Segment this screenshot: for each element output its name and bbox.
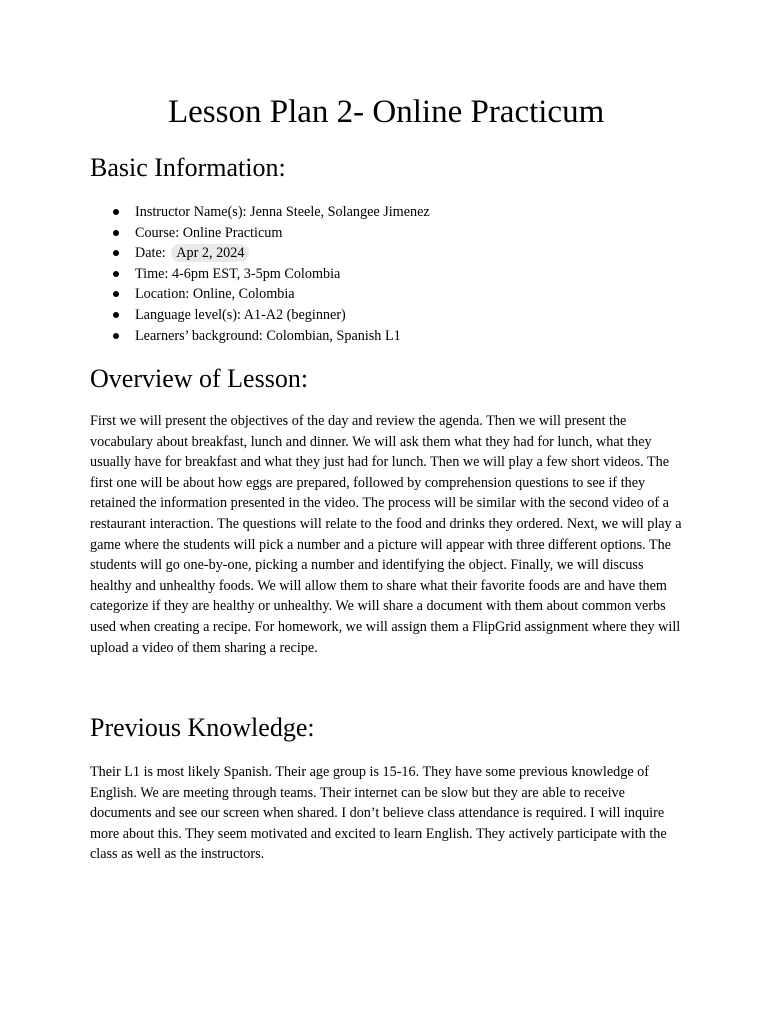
list-item-time [90,264,650,285]
overview-paragraph: First we will present the objectives of the day and review the agenda. Then we will present the vocabulary about breakfast, lunch and dinner. We will ask them what they had for lunch, what they usually have for breakfast and what they just had for lunch. Then we will play a few short videos. The first one will be about how eggs are prepared, followed by comprehension questions to see if they retained the information presented in the video. The process will be similar with the second video of a restaurant interaction. The questions will relate to the food and drinks they ordered. Next, we will play a game where the students will pick a number and a picture will appear with three different options. The students will go one-by-one, picking a number and identifying the object. Finally, we will discuss healthy and unhealthy foods. We will allow them to share what their favorite foods are and have them categorize if they are healthy or unhealthy. We will share a document with them about common verbs used when creating a recipe. For homework, we will assign them a FlipGrid assignment where they will upload a video of them sharing a recipe. [90,413,682,656]
instructor-label: Instructor Name(s): [135,204,247,220]
list-item-instructor [90,202,650,223]
time-label: Time: [135,265,169,282]
bullet-icon [113,209,119,215]
language-level-value: A1-A2 (beginner) [243,306,346,323]
course-value: Online Practicum [182,224,283,241]
time-value: 4-6pm EST, 3-5pm Colombia [171,265,341,282]
bullet-icon [113,291,119,297]
instructor-value: Jenna Steele, Solangee Jimenez [250,204,430,220]
background-label: Learners’ background: [135,327,263,344]
bullet-icon [113,271,119,277]
location-value: Online, Colombia [192,286,295,303]
previous-knowledge-heading: Previous Knowledge: [90,713,315,742]
list-item-background [90,326,650,347]
bullet-icon [113,333,119,339]
background-value: Colombian, Spanish L1 [266,327,401,344]
language-level-label: Language level(s): [135,306,241,323]
document-title: Lesson Plan 2- Online Practicum [168,94,605,130]
date-chip[interactable]: Apr 2, 2024 [171,244,249,262]
list-item-location [90,284,650,305]
basic-information-heading: Basic Information: [90,153,286,182]
bullet-icon [113,312,119,318]
date-label: Date: [135,245,166,262]
list-item-language-level [90,305,650,326]
bullet-icon [113,230,119,236]
overview-heading: Overview of Lesson: [90,364,309,393]
course-label: Course: [135,224,180,241]
location-label: Location: [135,286,190,303]
bullet-icon [113,250,119,256]
list-item-date [90,243,650,264]
basic-information-list [90,202,650,346]
list-item-course [90,223,650,244]
previous-knowledge-paragraph: Their L1 is most likely Spanish. Their age group is 15-16. They have some previous knowledge of English. We are meeting through teams. Their internet can be slow but they are able to receive documents and see our screen when shared. I don’t believe class attendance is required. I will inquire more about this. They seem motivated and excited to learn English. They actively participate with the class as well as the instructors. [90,764,667,863]
